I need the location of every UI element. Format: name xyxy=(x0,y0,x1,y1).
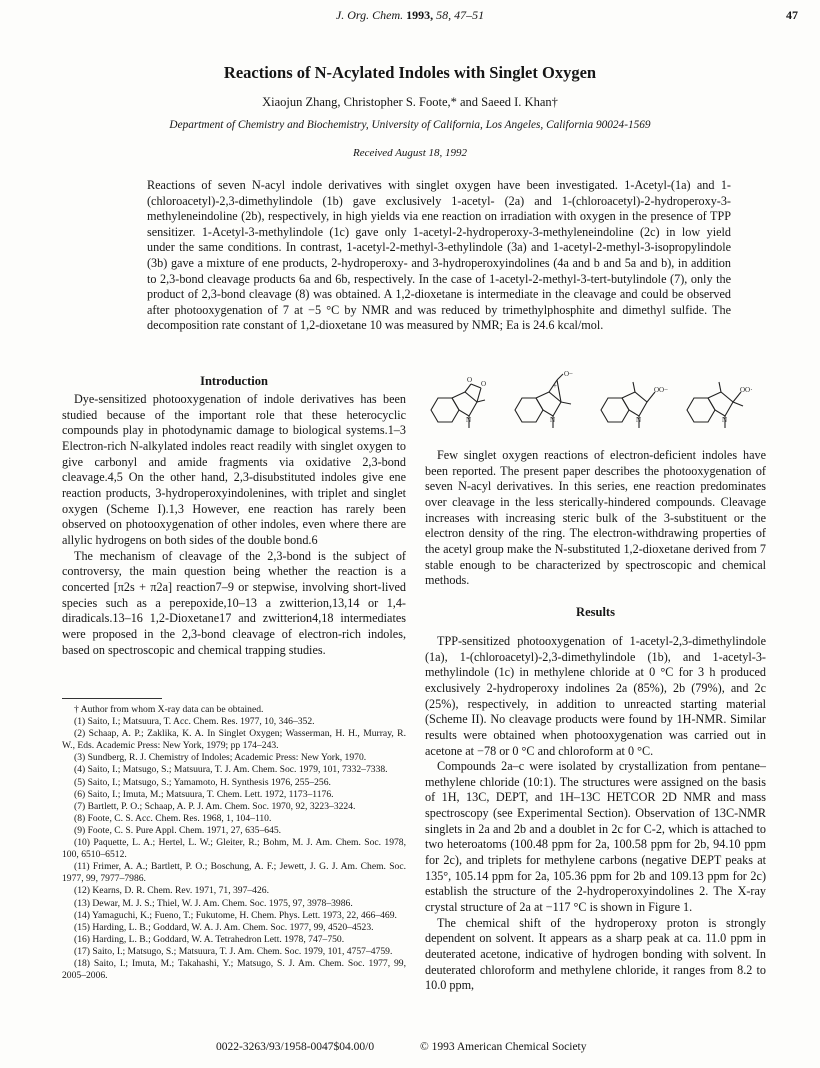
results-heading: Results xyxy=(576,604,615,619)
abstract: Reactions of seven N-acyl indole derivatives with singlet oxygen have been investigated. 1-Acetyl-(1a) and 1-(chloroacetyl)-2,3-dimethylindole (1b) gave exclusively 1-acetyl- (2a) and 1-(chloroacetyl)-2-hydroperoxy-3-methyleneindoline (2b), respectively, in high yields via ene reaction on irradiation with oxygen in the presence of TPP sensitizer. 1-Acetyl-3-methylindole (1c) gave only 1-acetyl-2-hydroperoxy-3-methyleneindoline (2c) in low yield under the same conditions. In contrast, 1-acetyl-2-methyl-3-ethylindole (3a) and 1-acetyl-2-methyl-3-isopropylindole (3b) gave a mixture of ene products, 2-hydroperoxy- and 3-hydroperoxyindolines (4a and b and 5a and b), in addition to 2,3-bond cleavage products 6a and 6b, respectively. In the case of 1-acetyl-2-methyl-3-tert-butylindole (7), only the product of 2,3-bond cleavage (8) was obtained. A 1,2-dioxetane is intermediate in the cleavage and could be observed after photooxygenation of 7 at −5 °C by NMR and was reduced by trimethylphosphite and dimethyl sulfide. The decomposition rate constant of 1,2-dioxetane 10 was measured by NMR; Ea is 24.6 kcal/mol. xyxy=(147,178,731,333)
footnote: (6) Saito, I.; Imuta, M.; Matsuura, T. Chem. Lett. 1972, 1173–1176. xyxy=(74,788,334,800)
footnote: (17) Saito, I.; Matsugo, S.; Matsuura, T. J. Am. Chem. Soc. 1979, 101, 4757–4759. xyxy=(74,945,393,957)
intro-paragraph-1: Dye-sensitized photooxygenation of indole derivatives has been studied because of the important role that these heterocyclic compounds play in photodynamic damage to biological systems.1–3 Electron-rich N-alkylated indoles react readily with singlet oxygen to give carbonyl and amide fragments via oxidative 2,3-bond cleavage.4,5 On the other hand, 2,3-disubstituted indoles give ene reaction products, 3-hydroperoxyindolenines, with triplet and singlet oxygen (Scheme I).1,3 However, ene reaction has rarely been observed on photooxygenation of other indoles, even where there are allylic hydrogens on both sides of the double bond.6 xyxy=(62,392,406,547)
results-paragraph-3: The chemical shift of the hydroperoxy proton is strongly dependent on solvent. It appears as a sharp peak at ca. 11.0 ppm in deuterated acetone, indicative of hydrogen bonding with solvent. In deuterated chloroform and methylene chloride, it ranges from 8.2 to 10.0 ppm, xyxy=(425,915,766,993)
footnote: (1) Saito, I.; Matsuura, T. Acc. Chem. Res. 1977, 10, 346–352. xyxy=(74,716,315,728)
footnotes xyxy=(62,704,406,982)
footnote: (18) Saito, I.; Imuta, M.; Takahashi, Y.; Matsugo, S. J. Am. Chem. Soc. 1977, 99, 2005–2006. xyxy=(62,957,406,982)
footnote: (2) Schaap, A. P.; Zaklika, K. A. In Singlet Oxygen; Wasserman, H. H., Murray, R. W., Eds. Academic Press: New York, 1979; pp 174–243. xyxy=(62,728,406,752)
results-paragraph-1: TPP-sensitized photooxygenation of 1-acetyl-2,3-dimethylindole (1a), 1-(chloroacetyl)-2,3-dimethylindole (1b), and 1-acetyl-3-methylindole (1c) in methylene chloride at 0 °C for 3 h produced exclusively 2-hydroperoxy indolines 2a (85%), 2b (79%), and 2c (25%), respectively, in addition to unreacted starting material (Scheme II). No cleavage products were found by 1H-NMR. Similar results were obtained when photooxygenation was carried out in acetone at −78 or 0 °C and chloroform at 0 °C. xyxy=(425,633,766,758)
affiliation: Department of Chemistry and Biochemistry, University of California, Los Angeles, California 90024-1569 xyxy=(169,119,651,131)
svg-text:N: N xyxy=(636,416,642,424)
page-number: 47 xyxy=(786,8,798,22)
footnote: (11) Frimer, A. A.; Bartlett, P. O.; Boschung, A. F.; Jewett, J. G. J. Am. Chem. Soc. 1977, 99, 7977–7986. xyxy=(62,861,406,885)
footnote: (4) Saito, I.; Matsugo, S.; Matsuura, T. J. Am. Chem. Soc. 1979, 101, 7332–7338. xyxy=(74,764,388,776)
right-column xyxy=(425,448,766,994)
svg-text:N: N xyxy=(466,416,472,424)
footnote: † Author from whom X-ray data can be obtained. xyxy=(74,704,264,715)
footnote: (13) Dewar, M. J. S.; Thiel, W. J. Am. Chem. Soc. 1975, 97, 3978–3986. xyxy=(74,897,353,909)
journal-name: J. Org. Chem. xyxy=(335,8,404,22)
right-paragraph-1: Few singlet oxygen reactions of electron-deficient indoles have been reported. The present paper describes the photooxygenation of seven N-acyl derivatives. In this series, ene reaction predominates over cleavage in the less sterically-hindered compounds. Cleavage increases with increasing steric bulk of the 3-substituent or the electron density of the ring. The electron-withdrawing properties of the acetyl group make the N-substituted 1,2-dioxetane derived from 7 stable enough to be characterized by spectroscopic and chemical methods. xyxy=(425,448,766,588)
footer-copyright: © 1993 American Chemical Society xyxy=(420,1041,587,1053)
footer-code: 0022-3263/93/1958-0047$04.00/0 xyxy=(216,1041,375,1053)
footnote: (10) Paquette, L. A.; Hertel, L. W.; Gleiter, R.; Bohm, M. J. Am. Chem. Soc. 1978, 100, 6510–6512. xyxy=(62,837,406,861)
author-list: Xiaojun Zhang, Christopher S. Foote,* and Saeed I. Khan† xyxy=(262,95,558,109)
footnote: (8) Foote, C. S. Acc. Chem. Res. 1968, 1, 104–110. xyxy=(74,812,272,824)
svg-text:O: O xyxy=(481,380,487,388)
structure-diradical xyxy=(687,382,752,428)
svg-text:O: O xyxy=(467,376,473,384)
svg-text:N: N xyxy=(722,416,728,424)
received-date: Received August 18, 1992 xyxy=(352,147,468,159)
footnote-divider xyxy=(62,698,162,699)
footnote: (3) Sundberg, R. J. Chemistry of Indoles; Academic Press: New York, 1970. xyxy=(74,752,367,764)
footnote: (16) Harding, L. B.; Goddard, W. A. Tetrahedron Lett. 1978, 747–750. xyxy=(74,933,345,945)
journal-year: 1993, xyxy=(406,8,434,22)
structure-zwitterion xyxy=(601,382,668,428)
structure-dioxetane xyxy=(431,376,486,428)
svg-text:N: N xyxy=(550,416,556,424)
footnote: (5) Saito, I.; Matsugo, S.; Yamamoto, H. Synthesis 1976, 255–256. xyxy=(74,776,331,788)
paper-title: Reactions of N-Acylated Indoles with Singlet Oxygen xyxy=(223,63,597,82)
structure-perepoxide xyxy=(515,370,573,428)
svg-text:OO−: OO− xyxy=(654,386,669,394)
introduction-heading: Introduction xyxy=(200,374,268,388)
footnote: (15) Harding, L. B.; Goddard, W. A. J. Am. Chem. Soc. 1977, 99, 4520–4523. xyxy=(74,921,374,933)
left-column xyxy=(62,374,406,658)
svg-text:+: + xyxy=(553,382,557,390)
svg-text:O−: O− xyxy=(564,370,574,378)
svg-text:OO·: OO· xyxy=(740,386,753,394)
footnote: (7) Bartlett, P. O.; Schaap, A. P. J. Am. Chem. Soc. 1970, 92, 3223–3224. xyxy=(74,800,356,812)
scheme-structures xyxy=(425,370,766,442)
footnote: (9) Foote, C. S. Pure Appl. Chem. 1971, 27, 635–645. xyxy=(74,824,282,836)
running-header xyxy=(0,8,820,23)
footnote: (12) Kearns, D. R. Chem. Rev. 1971, 71, 397–426. xyxy=(74,885,269,897)
results-paragraph-2: Compounds 2a–c were isolated by crystallization from pentane–methylene chloride (10:1). The structures were assigned on the basis of 1H, 13C, DEPT, and 1H–13C HETCOR 2D NMR and mass spectroscopy (see Experimental Section). Observation of 13C-NMR singlets in 2a and 2b and a doublet in 2c for C-2, which is attached to two heteroatoms (100.48 ppm for 2a, 100.58 ppm for 2b, 94.10 ppm for 2c), and triplets for methylene carbons (negative DEPT peaks at 135°, 105.14 ppm for 2a, 105.36 ppm for 2b and 109.13 ppm for 2c) establish the structure of the 2-hydroperoxyindolines 2. The X-ray crystal structure of 2a at −117 °C is shown in Figure 1. xyxy=(425,759,766,915)
intro-paragraph-2: The mechanism of cleavage of the 2,3-bond is the subject of controversy, the main question being whether the reaction is a concerted [π2s + π2a] reaction7–9 or stepwise, involving short-lived species such as a perepoxide,10–13 a zwitterion,13,14 or 1,4-diradicals.13–16 1,2-Dioxetane17 and zwitterion4,18 intermediates were proposed in the 2,3-bond cleavage of electron-rich indoles, based on spectroscopic and chemical trapping studies. xyxy=(62,548,406,657)
journal-volume-pages: 58, 47–51 xyxy=(436,8,485,22)
footnote: (14) Yamaguchi, K.; Fueno, T.; Fukutome, H. Chem. Phys. Lett. 1973, 22, 466–469. xyxy=(74,909,397,921)
